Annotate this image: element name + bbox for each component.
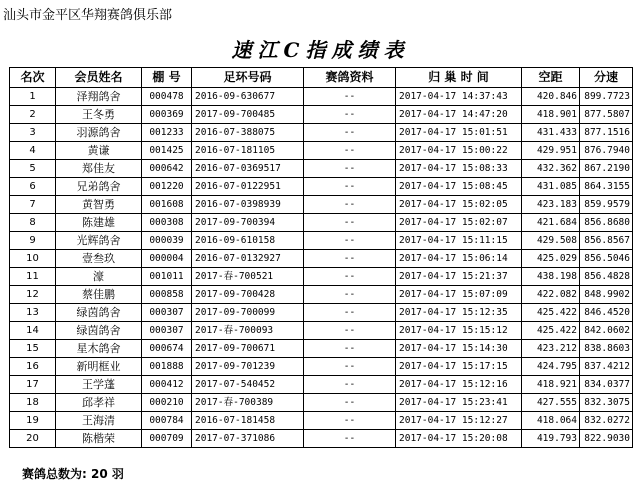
member-name-cell: 黄智勇 — [56, 196, 142, 214]
table-row — [10, 88, 633, 106]
member-name-cell: 光辉鸽舍 — [56, 232, 142, 250]
pigeon-info-cell: -- — [304, 160, 396, 178]
ring-number-cell: 2017-09-700671 — [192, 340, 304, 358]
return-time-cell: 2017-04-17 15:12:16 — [396, 376, 522, 394]
speed-cell: 877.5807 — [580, 106, 633, 124]
ring-number-cell: 2017-春-700521 — [192, 268, 304, 286]
return-time-cell: 2017-04-17 15:08:33 — [396, 160, 522, 178]
rank-cell: 1 — [10, 88, 56, 106]
table-row — [10, 214, 633, 232]
header-distance: 空距 — [522, 68, 580, 88]
pigeon-info-cell: -- — [304, 124, 396, 142]
return-time-cell: 2017-04-17 15:02:05 — [396, 196, 522, 214]
pigeon-info-cell: -- — [304, 214, 396, 232]
return-time-cell: 2017-04-17 15:17:15 — [396, 358, 522, 376]
member-name-cell: 泽翔鸽舍 — [56, 88, 142, 106]
speed-cell: 856.8680 — [580, 214, 633, 232]
results-table — [9, 67, 633, 448]
ring-number-cell: 2017-09-700485 — [192, 106, 304, 124]
return-time-cell: 2017-04-17 15:14:30 — [396, 340, 522, 358]
return-time-cell: 2017-04-17 15:08:45 — [396, 178, 522, 196]
rank-cell: 4 — [10, 142, 56, 160]
ring-number-cell: 2016-07-0122951 — [192, 178, 304, 196]
distance-cell: 429.951 — [522, 142, 580, 160]
member-name-cell: 兄弟鸽舍 — [56, 178, 142, 196]
rank-cell: 13 — [10, 304, 56, 322]
loft-number-cell: 001608 — [142, 196, 192, 214]
ring-number-cell: 2017-09-700099 — [192, 304, 304, 322]
pigeon-info-cell: -- — [304, 394, 396, 412]
member-name-cell: 王冬勇 — [56, 106, 142, 124]
loft-number-cell: 001425 — [142, 142, 192, 160]
loft-number-cell: 000004 — [142, 250, 192, 268]
pigeon-info-cell: -- — [304, 142, 396, 160]
header-rank: 名次 — [10, 68, 56, 88]
table-row — [10, 430, 633, 448]
loft-number-cell: 001888 — [142, 358, 192, 376]
table-row — [10, 160, 633, 178]
speed-cell: 832.3075 — [580, 394, 633, 412]
pigeon-info-cell: -- — [304, 250, 396, 268]
speed-cell: 899.7723 — [580, 88, 633, 106]
member-name-cell: 羽源鸽舍 — [56, 124, 142, 142]
ring-number-cell: 2016-07-0369517 — [192, 160, 304, 178]
return-time-cell: 2017-04-17 15:23:41 — [396, 394, 522, 412]
speed-cell: 842.0602 — [580, 322, 633, 340]
header-loft-number: 棚 号 — [142, 68, 192, 88]
speed-cell: 867.2190 — [580, 160, 633, 178]
speed-cell: 848.9902 — [580, 286, 633, 304]
member-name-cell: 壹叁玖 — [56, 250, 142, 268]
distance-cell: 432.362 — [522, 160, 580, 178]
table-row — [10, 268, 633, 286]
loft-number-cell: 000709 — [142, 430, 192, 448]
speed-cell: 822.9030 — [580, 430, 633, 448]
member-name-cell: 绿茵鸽舍 — [56, 322, 142, 340]
ring-number-cell: 2016-09-610158 — [192, 232, 304, 250]
table-row — [10, 376, 633, 394]
loft-number-cell: 000642 — [142, 160, 192, 178]
ring-number-cell: 2017-春-700093 — [192, 322, 304, 340]
ring-number-cell: 2016-09-630677 — [192, 88, 304, 106]
loft-number-cell: 000674 — [142, 340, 192, 358]
member-name-cell: 陈楷荣 — [56, 430, 142, 448]
table-row — [10, 124, 633, 142]
speed-cell: 856.5046 — [580, 250, 633, 268]
speed-cell: 846.4520 — [580, 304, 633, 322]
speed-cell: 856.8567 — [580, 232, 633, 250]
loft-number-cell: 000412 — [142, 376, 192, 394]
loft-number-cell: 000858 — [142, 286, 192, 304]
pigeon-info-cell: -- — [304, 178, 396, 196]
loft-number-cell: 001233 — [142, 124, 192, 142]
rank-cell: 7 — [10, 196, 56, 214]
loft-number-cell: 000039 — [142, 232, 192, 250]
member-name-cell: 邱孝祥 — [56, 394, 142, 412]
distance-cell: 431.085 — [522, 178, 580, 196]
loft-number-cell: 000210 — [142, 394, 192, 412]
loft-number-cell: 001220 — [142, 178, 192, 196]
table-row — [10, 394, 633, 412]
pigeon-info-cell: -- — [304, 286, 396, 304]
table-row — [10, 106, 633, 124]
distance-cell: 438.198 — [522, 268, 580, 286]
return-time-cell: 2017-04-17 15:06:14 — [396, 250, 522, 268]
rank-cell: 2 — [10, 106, 56, 124]
rank-cell: 15 — [10, 340, 56, 358]
header-ring-number: 足环号码 — [192, 68, 304, 88]
ring-number-cell: 2017-07-540452 — [192, 376, 304, 394]
pigeon-info-cell: -- — [304, 412, 396, 430]
rank-cell: 9 — [10, 232, 56, 250]
pigeon-info-cell: -- — [304, 304, 396, 322]
member-name-cell: 王学蓬 — [56, 376, 142, 394]
table-row — [10, 196, 633, 214]
ring-number-cell: 2016-07-181458 — [192, 412, 304, 430]
table-row — [10, 250, 633, 268]
distance-cell: 425.422 — [522, 322, 580, 340]
distance-cell: 418.921 — [522, 376, 580, 394]
speed-cell: 859.9579 — [580, 196, 633, 214]
rank-cell: 18 — [10, 394, 56, 412]
distance-cell: 420.846 — [522, 88, 580, 106]
ring-number-cell: 2017-09-701239 — [192, 358, 304, 376]
member-name-cell: 王海清 — [56, 412, 142, 430]
total-count: 赛鸽总数为: 20 羽 — [22, 467, 124, 481]
table-row — [10, 340, 633, 358]
rank-cell: 19 — [10, 412, 56, 430]
rank-cell: 10 — [10, 250, 56, 268]
speed-cell: 877.1516 — [580, 124, 633, 142]
return-time-cell: 2017-04-17 15:20:08 — [396, 430, 522, 448]
rank-cell: 17 — [10, 376, 56, 394]
ring-number-cell: 2016-07-0132927 — [192, 250, 304, 268]
ring-number-cell: 2017-春-700389 — [192, 394, 304, 412]
pigeon-info-cell: -- — [304, 376, 396, 394]
distance-cell: 425.029 — [522, 250, 580, 268]
rank-cell: 5 — [10, 160, 56, 178]
loft-number-cell: 000784 — [142, 412, 192, 430]
table-row — [10, 412, 633, 430]
distance-cell: 423.212 — [522, 340, 580, 358]
club-name: 汕头市金平区华翔赛鸽俱乐部 — [3, 8, 173, 23]
header-speed: 分速 — [580, 68, 633, 88]
return-time-cell: 2017-04-17 15:11:15 — [396, 232, 522, 250]
distance-cell: 419.793 — [522, 430, 580, 448]
ring-number-cell: 2017-09-700428 — [192, 286, 304, 304]
rank-cell: 14 — [10, 322, 56, 340]
table-row — [10, 142, 633, 160]
return-time-cell: 2017-04-17 14:37:43 — [396, 88, 522, 106]
pigeon-info-cell: -- — [304, 196, 396, 214]
loft-number-cell: 000369 — [142, 106, 192, 124]
distance-cell: 431.433 — [522, 124, 580, 142]
distance-cell: 423.183 — [522, 196, 580, 214]
loft-number-cell: 000307 — [142, 322, 192, 340]
distance-cell: 427.555 — [522, 394, 580, 412]
distance-cell: 424.795 — [522, 358, 580, 376]
member-name-cell: 新明框业 — [56, 358, 142, 376]
member-name-cell: 黄谦 — [56, 142, 142, 160]
ring-number-cell: 2017-09-700394 — [192, 214, 304, 232]
table-row — [10, 178, 633, 196]
pigeon-info-cell: -- — [304, 232, 396, 250]
speed-cell: 876.7940 — [580, 142, 633, 160]
header-pigeon-info: 赛鸽资料 — [304, 68, 396, 88]
ring-number-cell: 2016-07-0398939 — [192, 196, 304, 214]
return-time-cell: 2017-04-17 15:12:27 — [396, 412, 522, 430]
return-time-cell: 2017-04-17 15:15:12 — [396, 322, 522, 340]
table-row — [10, 286, 633, 304]
pigeon-info-cell: -- — [304, 358, 396, 376]
rank-cell: 3 — [10, 124, 56, 142]
return-time-cell: 2017-04-17 15:07:09 — [396, 286, 522, 304]
speed-cell: 864.3155 — [580, 178, 633, 196]
member-name-cell: 濠 — [56, 268, 142, 286]
header-row — [10, 68, 633, 88]
speed-cell: 856.4828 — [580, 268, 633, 286]
speed-cell: 834.0377 — [580, 376, 633, 394]
pigeon-info-cell: -- — [304, 88, 396, 106]
table-row — [10, 304, 633, 322]
ring-number-cell: 2016-07-181105 — [192, 142, 304, 160]
return-time-cell: 2017-04-17 15:00:22 — [396, 142, 522, 160]
ring-number-cell: 2017-07-371086 — [192, 430, 304, 448]
member-name-cell: 陈建雄 — [56, 214, 142, 232]
loft-number-cell: 000308 — [142, 214, 192, 232]
table-row — [10, 322, 633, 340]
speed-cell: 832.0272 — [580, 412, 633, 430]
distance-cell: 429.508 — [522, 232, 580, 250]
pigeon-info-cell: -- — [304, 322, 396, 340]
rank-cell: 12 — [10, 286, 56, 304]
distance-cell: 425.422 — [522, 304, 580, 322]
speed-cell: 837.4212 — [580, 358, 633, 376]
header-return-time: 归 巢 时 间 — [396, 68, 522, 88]
loft-number-cell: 000307 — [142, 304, 192, 322]
distance-cell: 418.901 — [522, 106, 580, 124]
distance-cell: 418.064 — [522, 412, 580, 430]
table-row — [10, 358, 633, 376]
member-name-cell: 蔡佳鹏 — [56, 286, 142, 304]
loft-number-cell: 000478 — [142, 88, 192, 106]
rank-cell: 20 — [10, 430, 56, 448]
member-name-cell: 绿茵鸽舍 — [56, 304, 142, 322]
loft-number-cell: 001011 — [142, 268, 192, 286]
return-time-cell: 2017-04-17 15:02:07 — [396, 214, 522, 232]
page-title: 速江C指成绩表 — [231, 38, 410, 62]
rank-cell: 8 — [10, 214, 56, 232]
rank-cell: 16 — [10, 358, 56, 376]
return-time-cell: 2017-04-17 15:21:37 — [396, 268, 522, 286]
table-row — [10, 232, 633, 250]
speed-cell: 838.8603 — [580, 340, 633, 358]
member-name-cell: 郑佳友 — [56, 160, 142, 178]
rank-cell: 11 — [10, 268, 56, 286]
pigeon-info-cell: -- — [304, 268, 396, 286]
pigeon-info-cell: -- — [304, 106, 396, 124]
ring-number-cell: 2016-07-388075 — [192, 124, 304, 142]
return-time-cell: 2017-04-17 15:01:51 — [396, 124, 522, 142]
member-name-cell: 星木鸽舍 — [56, 340, 142, 358]
return-time-cell: 2017-04-17 15:12:35 — [396, 304, 522, 322]
distance-cell: 421.684 — [522, 214, 580, 232]
rank-cell: 6 — [10, 178, 56, 196]
return-time-cell: 2017-04-17 14:47:20 — [396, 106, 522, 124]
distance-cell: 422.082 — [522, 286, 580, 304]
header-member-name: 会员姓名 — [56, 68, 142, 88]
pigeon-info-cell: -- — [304, 340, 396, 358]
pigeon-info-cell: -- — [304, 430, 396, 448]
